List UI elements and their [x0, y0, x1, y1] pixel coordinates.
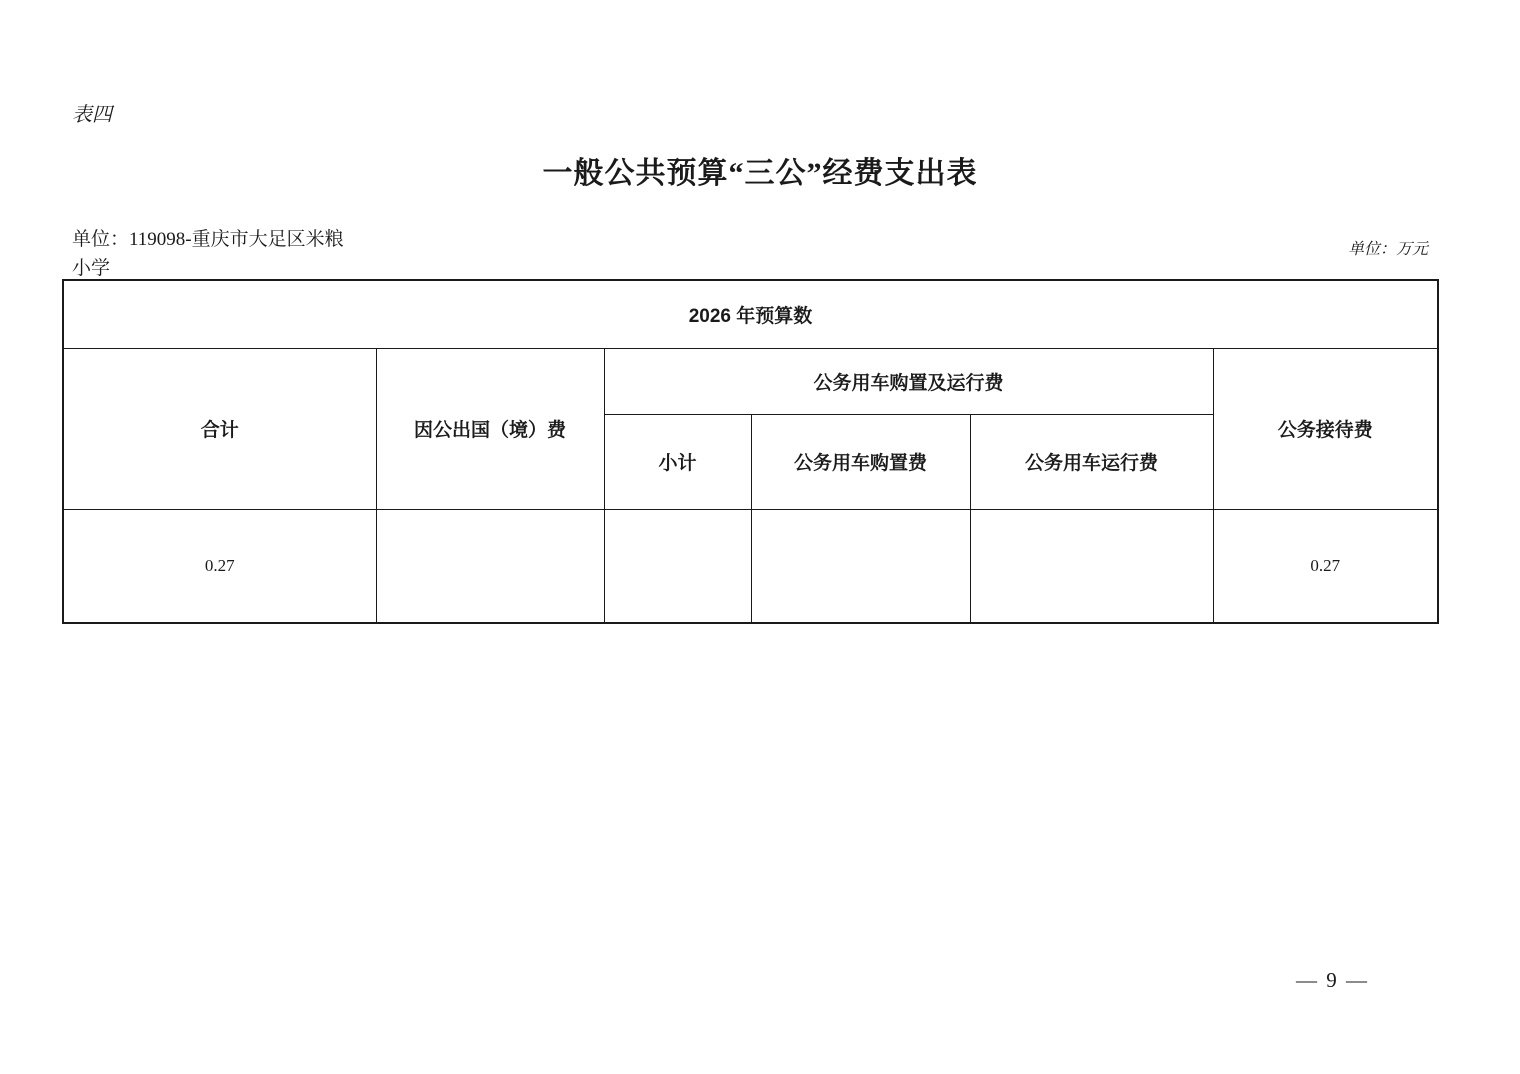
unit-name-line2: 小学 [72, 258, 111, 279]
cell-reception-value: 0.27 [1213, 509, 1438, 623]
table-row-data [63, 509, 1438, 623]
unit-currency-label: 单位：万元 [1347, 241, 1428, 258]
page-title: 一般公共预算“三公”经费支出表 [542, 157, 978, 190]
year-header-cell: 2026 年预算数 [63, 280, 1438, 348]
unit-name-label [72, 225, 344, 283]
header-reception: 公务接待费 [1213, 348, 1438, 509]
table-row-year [63, 280, 1438, 348]
unit-name-line1: 单位：119098-重庆市大足区米粮 [72, 229, 344, 250]
header-vehicle-group: 公务用车购置及运行费 [604, 348, 1213, 414]
header-abroad-fee: 因公出国（境）费 [376, 348, 604, 509]
table-row-header-top [63, 348, 1438, 414]
budget-table [62, 279, 1439, 624]
header-vehicle-subtotal: 小计 [604, 414, 751, 509]
header-vehicle-purchase: 公务用车购置费 [751, 414, 970, 509]
cell-vehicle-operation-value [970, 509, 1213, 623]
cell-vehicle-purchase-value [751, 509, 970, 623]
page-number: — 9 — [1296, 968, 1369, 992]
cell-vehicle-subtotal-value [604, 509, 751, 623]
cell-abroad-value [376, 509, 604, 623]
header-total: 合计 [63, 348, 376, 509]
cell-total-value: 0.27 [63, 509, 376, 623]
header-vehicle-operation: 公务用车运行费 [970, 414, 1213, 509]
corner-label: 表四 [72, 104, 112, 126]
